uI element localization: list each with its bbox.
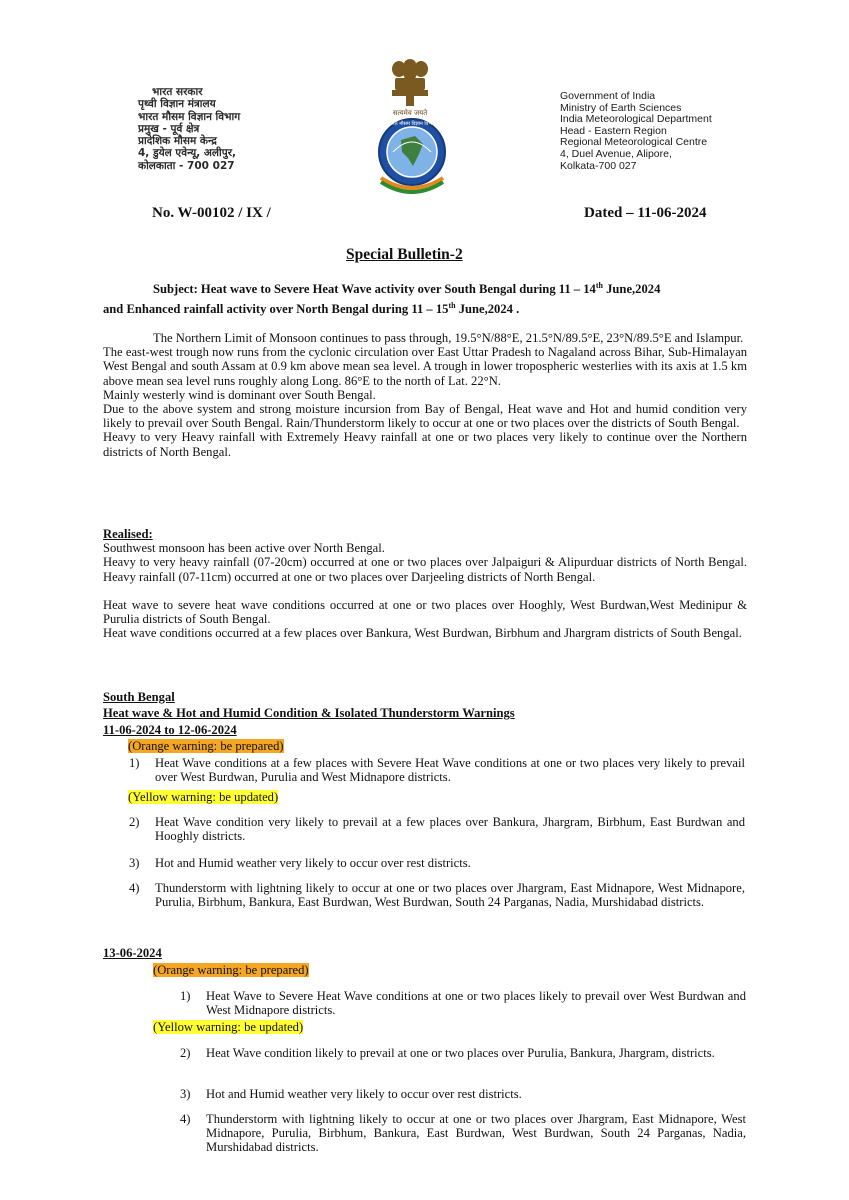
warning-item-number: 2) <box>129 815 140 829</box>
warnings-subheading: Heat wave & Hot and Humid Condition & Isolated Thunderstorm Warnings <box>103 706 515 720</box>
warning-item-text: Hot and Humid weather very likely to occur over rest districts. <box>206 1087 522 1101</box>
reference-number: No. W-00102 / IX / <box>152 205 271 221</box>
hindi-line: प्रमुख - पूर्व क्षेत्र <box>138 122 200 135</box>
warning-item-number: 1) <box>129 756 140 770</box>
warning-item-number: 3) <box>129 856 140 870</box>
south-bengal-heading: South Bengal <box>103 690 175 704</box>
realised-section <box>103 527 747 640</box>
subject-text: June,2024 . <box>455 302 520 317</box>
english-line: Ministry of Earth Sciences <box>560 101 682 114</box>
realised-heading: Realised: <box>103 527 153 541</box>
hindi-line: भारत मौसम विज्ञान विभाग <box>138 110 241 123</box>
realised-paragraph: Heat wave conditions occurred at a few places over Bankura, West Burdwan, Birbhum and Jhargram districts of South Bengal. <box>103 626 742 641</box>
yellow-warning-label: (Yellow warning: be updated) <box>128 790 279 804</box>
synoptic-section <box>103 331 747 459</box>
english-line: India Meteorological Department <box>560 113 712 126</box>
synoptic-paragraph: Due to the above system and strong moisture incursion from Bay of Bengal, Heat wave and Hot and humid condition very likely to prevail over South Bengal. Rain/Thunderstorm likely to occur at one or two places over the districts of South Bengal. <box>103 402 747 431</box>
english-line: Kolkata-700 027 <box>560 159 637 172</box>
english-line: Regional Meteorological Centre <box>560 136 708 149</box>
emblem-motto: सत्यमेव जयते <box>392 109 428 117</box>
period-date: 13-06-2024 <box>103 946 162 960</box>
hindi-address-block <box>138 86 308 172</box>
synoptic-paragraph: Mainly westerly wind is dominant over South Bengal. <box>103 387 376 402</box>
warning-item-text: Heat Wave to Severe Heat Wave conditions at one or two places likely to prevail over West Burdwan and West Midnapore districts. <box>206 989 746 1018</box>
hindi-line: पृथ्वी विज्ञान मंत्रालय <box>138 98 216 111</box>
subject-sup: th <box>448 301 456 311</box>
bulletin-title: Special Bulletin-2 <box>346 246 463 263</box>
orange-warning-label: (Orange warning: be prepared) <box>128 739 284 753</box>
hindi-line: भारत सरकार <box>152 86 203 98</box>
subject-text: and Enhanced rainfall activity over North Bengal during 11 – 15 <box>103 302 449 317</box>
national-emblem-icon <box>386 56 434 118</box>
warning-item-number: 3) <box>180 1087 191 1101</box>
english-line: Government of India <box>560 90 656 102</box>
subject-sup: th <box>595 281 603 290</box>
period-date: 11-06-2024 to 12-06-2024 <box>103 723 237 737</box>
realised-paragraph: Heavy to very heavy rainfall (07-20cm) occurred at one or two places over Jalpaiguri & Alipurduar districts of North Bengal. Heavy rainfall (07-11cm) occurred at one or two places over Darjeeling districts of North Bengal. <box>103 555 747 584</box>
warning-item-number: 4) <box>180 1112 191 1126</box>
english-address-block <box>560 91 750 172</box>
synoptic-paragraph: The Northern Limit of Monsoon continues to pass through, 19.5°N/88°E, 21.5°N/89.5°E, 23°N/89.5°E and Islampur. <box>153 331 744 345</box>
warning-item-number: 4) <box>129 881 140 895</box>
warning-item-number: 1) <box>180 989 191 1003</box>
english-line: Head - Eastern Region <box>560 124 667 137</box>
hindi-line: प्रादेशिक मौसम केन्द्र <box>138 135 217 148</box>
logo-ring-text: भारत मौसम विज्ञान विभाग <box>387 121 437 127</box>
warning-item-number: 2) <box>180 1046 191 1060</box>
english-line: 4, Duel Avenue, Alipore, <box>560 147 672 160</box>
warning-item-text: Thunderstorm with lightning likely to occur at one or two places over Jhargram, East Midnapore, West Midnapore, Purulia, Birbhum, Bankura, East Burdwan, West Burdwan, South 24 Parganas, Nadia, Murshidabad districts. <box>206 1112 746 1155</box>
synoptic-paragraph: Heavy to very Heavy rainfall with Extremely Heavy rainfall at one or two places very likely to continue over the Northern districts of North Bengal. <box>103 430 747 459</box>
synoptic-paragraph: The east-west trough now runs from the cyclonic circulation over East Uttar Pradesh to Nagaland across Bihar, Sub-Himalayan West Bengal and south Assam at 0.9 km above mean sea level. A trough in lower tropospheric westerlies with its axis at 1.5 km above mean sea level runs roughly along Long. 86°E to the north of Lat. 22°N. <box>103 345 747 388</box>
realised-paragraph: Southwest monsoon has been active over North Bengal. <box>103 541 385 556</box>
hindi-line: कोलकाता - 700 027 <box>138 159 235 172</box>
yellow-warning-label: (Yellow warning: be updated) <box>153 1020 304 1034</box>
subject-text: Subject: Heat wave to Severe Heat Wave activity over South Bengal during 11 – 14 <box>153 282 596 297</box>
warning-item-text: Hot and Humid weather very likely to occur over rest districts. <box>155 856 471 870</box>
subject-block <box>103 279 743 317</box>
date-line: Dated – 11-06-2024 <box>584 205 707 221</box>
warning-item-text: Heat Wave conditions at a few places with Severe Heat Wave conditions at one or two places very likely to prevail over West Burdwan, Purulia and West Midnapore districts. <box>155 756 745 785</box>
orange-warning-label: (Orange warning: be prepared) <box>153 963 309 977</box>
hindi-line: 4, डुयेल एवेन्यू, अलीपुर, <box>138 147 237 160</box>
subject-text: June,2024 <box>602 282 661 297</box>
warning-item-text: Heat Wave condition very likely to prevail at a few places over Bankura, Jhargram, Birbhum, East Burdwan and Hooghly districts. <box>155 815 745 844</box>
realised-paragraph: Heat wave to severe heat wave conditions occurred at one or two places over Hooghly, West Burdwan,West Medinipur & Purulia districts of South Bengal. <box>103 597 747 627</box>
imd-logo-icon <box>371 114 453 194</box>
warning-item-text: Heat Wave condition likely to prevail at one or two places over Purulia, Bankura, Jhargram, districts. <box>206 1046 715 1060</box>
warning-item-text: Thunderstorm with lightning likely to occur at one or two places over Jhargram, East Midnapore, West Midnapore, Purulia, Birbhum, Bankura, East Burdwan, West Burdwan, South 24 Parganas, Nadia, Murshidabad districts. <box>155 881 745 910</box>
